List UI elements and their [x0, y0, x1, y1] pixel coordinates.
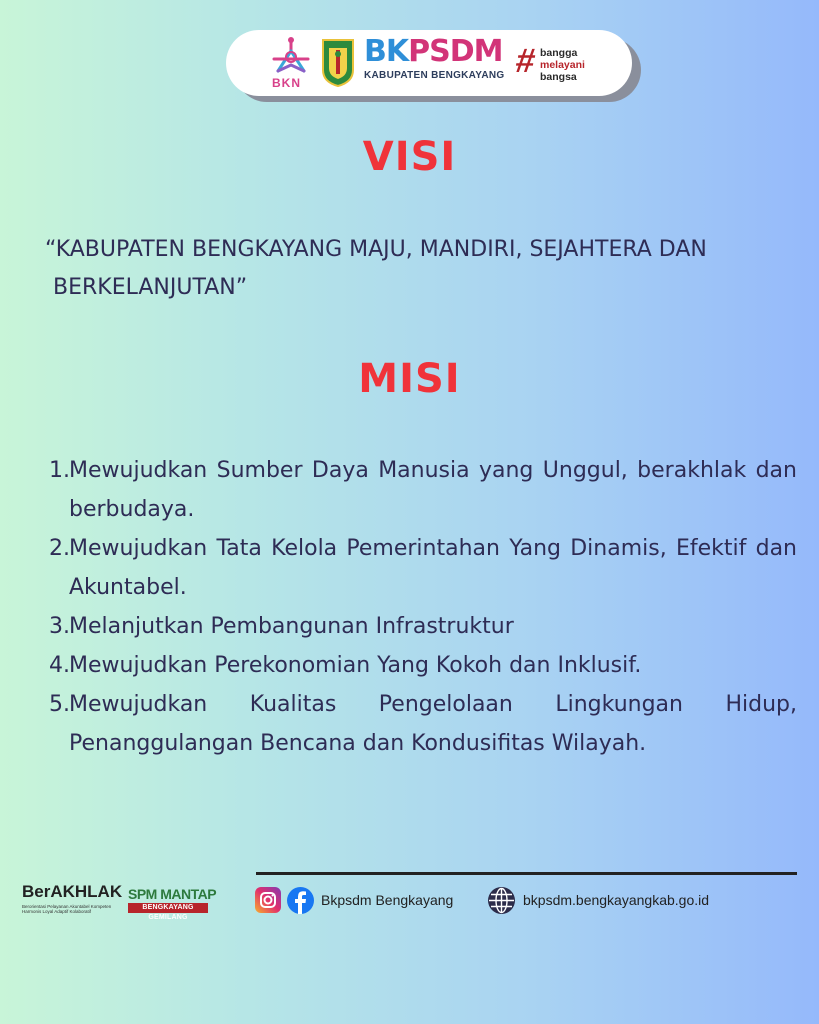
berakhlak-subtext: Berorientasi Pelayanan Akuntabel Kompeten Harmonis Loyal Adaptif Kolaboratif [22, 904, 112, 914]
globe-icon [487, 886, 516, 915]
misi-item-text: Mewujudkan Perekonomian Yang Kokoh dan Inklusif. [69, 653, 642, 678]
misi-item [46, 607, 797, 646]
misi-item-number: 5. [49, 692, 70, 717]
spm-mantap-subtext: BENGKAYANG GEMILANG [128, 903, 208, 913]
tagline-line-3: bangsa [540, 71, 577, 83]
misi-item [46, 451, 797, 529]
hashtag-icon: # [513, 42, 538, 80]
brand-bk: BK [364, 34, 409, 69]
facebook-icon[interactable] [287, 887, 314, 914]
brand-psdm: PSDM [408, 34, 503, 69]
bengkayang-crest-icon [321, 36, 355, 88]
header-banner [226, 30, 632, 96]
misi-item-text: Mewujudkan Kualitas Pengelolaan Lingkungan Hidup, Penanggulangan Bencana dan Kondusifitas Wilayah. [69, 692, 797, 756]
bkn-label: BKN [272, 76, 301, 90]
tagline-line-1: bangga [540, 47, 578, 59]
misi-item [46, 685, 797, 763]
instagram-icon[interactable] [255, 887, 281, 913]
misi-item-number: 2. [49, 536, 70, 561]
brand-subtitle: KABUPATEN BENGKAYANG [364, 70, 505, 81]
misi-item [46, 646, 797, 685]
footer-divider [256, 872, 797, 875]
spm-mantap-logo: SPM MANTAP [128, 886, 217, 902]
berakhlak-logo: BerAKHLAK [22, 882, 123, 901]
misi-heading: MISI [358, 356, 461, 402]
misi-item [46, 529, 797, 607]
visi-heading: VISI [362, 134, 457, 180]
tagline-line-2: melayani [540, 59, 585, 71]
social-handle[interactable]: Bkpsdm Bengkayang [321, 892, 454, 908]
misi-item-number: 1. [49, 458, 70, 483]
misi-item-text: Mewujudkan Sumber Daya Manusia yang Unggul, berakhlak dan berbudaya. [69, 458, 797, 522]
visi-statement [45, 231, 805, 307]
brand-name [364, 36, 502, 68]
misi-list [46, 451, 797, 763]
visi-line-1: “KABUPATEN BENGKAYANG MAJU, MANDIRI, SEJAHTERA DAN [45, 237, 707, 262]
visi-line-2: BERKELANJUTAN” [53, 275, 248, 300]
tagline [540, 47, 585, 83]
misi-item-number: 4. [49, 653, 70, 678]
misi-item-number: 3. [49, 614, 70, 639]
misi-item-text: Mewujudkan Tata Kelola Pemerintahan Yang Dinamis, Efektif dan Akuntabel. [69, 536, 797, 600]
misi-item-text: Melanjutkan Pembangunan Infrastruktur [69, 614, 514, 639]
website-link[interactable]: bkpsdm.bengkayangkab.go.id [523, 892, 710, 908]
